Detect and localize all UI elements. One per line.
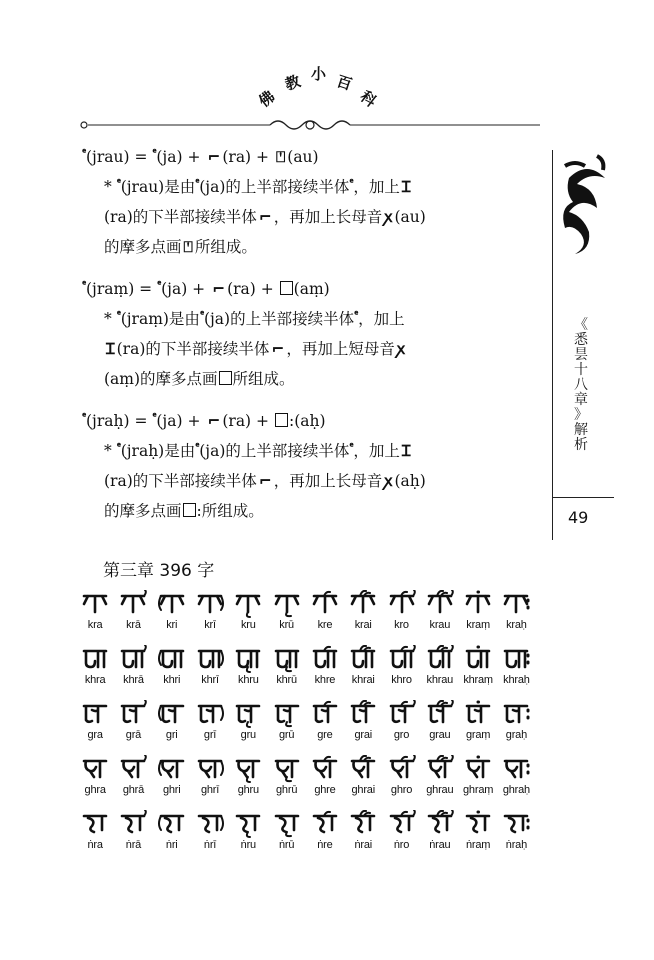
siddham-syllable-glyph	[195, 645, 225, 673]
explain-text: (jraḥ)是由	[120, 442, 196, 460]
syllable-romanization: gra	[87, 729, 103, 741]
explain-text: *	[104, 310, 117, 328]
side-running-title	[572, 318, 590, 453]
syllable-romanization: ṅre	[317, 839, 333, 851]
siddham-ah-vowel-glyph: ꭗ	[384, 472, 393, 490]
syllable-row	[76, 755, 536, 810]
siddham-syllable-glyph	[387, 590, 417, 618]
syllable-cell	[114, 810, 152, 865]
siddham-syllable-glyph	[425, 700, 455, 728]
siddham-syllable-glyph	[310, 810, 340, 838]
side-title-char: 章	[574, 392, 588, 408]
syllable-romanization: ṅrū	[278, 839, 295, 851]
side-divider-horizontal	[552, 497, 614, 498]
explain-text: (ja)的上半部接续半体	[203, 310, 355, 328]
siddham-syllable-glyph	[501, 755, 531, 783]
syllable-cell	[76, 700, 114, 755]
syllable-cell	[382, 810, 420, 865]
explain-text: 的摩多点画	[104, 238, 182, 256]
siddham-syllable-glyph	[501, 700, 531, 728]
syllable-romanization: kra	[87, 619, 103, 631]
siddham-syllable-glyph	[425, 755, 455, 783]
siddham-ra-glyph: ⌐	[271, 340, 285, 358]
syllable-romanization: kraṃ	[466, 619, 490, 631]
siddham-syllable-glyph	[118, 645, 148, 673]
siddham-syllable-glyph	[348, 755, 378, 783]
syllable-romanization: ghra	[84, 784, 106, 796]
formula-text: (jraḥ) =	[86, 412, 153, 430]
siddham-syllable-glyph	[387, 810, 417, 838]
syllable-cell	[76, 645, 114, 700]
formula-text: (ja) +	[156, 412, 206, 430]
explain-text: 的摩多点画	[104, 502, 182, 520]
syllable-cell	[497, 810, 535, 865]
explain-text: 所组成。	[194, 238, 257, 256]
syllable-cell	[459, 700, 497, 755]
siddham-syllable-glyph	[348, 645, 378, 673]
syllable-cell	[76, 590, 114, 645]
syllable-cell	[229, 700, 267, 755]
explain-text: (jraṃ)是由	[120, 310, 200, 328]
siddham-syllable-glyph	[463, 645, 493, 673]
syllable-romanization: krau	[429, 619, 451, 631]
syllable-romanization: khrū	[276, 674, 297, 686]
explain-text: (jrau)是由	[120, 178, 196, 196]
syllable-romanization: ghrau	[426, 784, 454, 796]
siddham-syllable-glyph	[387, 700, 417, 728]
syllable-romanization: ṅri	[165, 839, 178, 851]
siddham-syllable-glyph	[233, 755, 263, 783]
siddham-ra-glyph: ⌐	[258, 472, 272, 490]
placeholder-box-anusvara	[219, 371, 232, 385]
syllable-cell	[114, 590, 152, 645]
syllable-romanization: ṅrā	[125, 839, 142, 851]
siddham-syllable-glyph	[348, 810, 378, 838]
siddham-au-mark-glyph: ⍞	[183, 238, 193, 256]
siddham-syllable-glyph	[348, 590, 378, 618]
formula-text: (ra) +	[222, 412, 274, 430]
siddham-ra-glyph: ⌐	[207, 148, 221, 166]
formula-line: (jraḥ) = (ja) + ⌐ (ra) + :(aḥ)	[80, 406, 550, 436]
syllable-romanization: gri	[165, 729, 178, 741]
siddham-syllable-glyph	[310, 700, 340, 728]
siddham-syllable-glyph	[80, 590, 110, 618]
siddham-syllable-glyph	[118, 700, 148, 728]
header-ornament-rule	[80, 118, 540, 132]
explanation	[80, 304, 550, 394]
syllable-cell	[421, 590, 459, 645]
syllable-cell	[344, 590, 382, 645]
syllable-romanization: grū	[278, 729, 295, 741]
siddham-syllable-glyph	[425, 590, 455, 618]
syllable-romanization: gru	[240, 729, 256, 741]
syllable-romanization: khri	[163, 674, 181, 686]
siddham-syllable-glyph	[425, 645, 455, 673]
syllable-cell	[114, 700, 152, 755]
siddham-syllable-glyph	[80, 755, 110, 783]
siddham-syllable-glyph	[425, 810, 455, 838]
formula-text: (aḥ)	[294, 412, 326, 430]
explain-text: (ja)的上半部接续半体	[199, 442, 350, 460]
syllable-romanization: ghrā	[122, 784, 145, 796]
explain-text: 所组成。	[232, 370, 295, 388]
formula-line	[80, 142, 550, 172]
formula-line	[80, 274, 550, 304]
chapter-title: 第三章 396 字	[103, 561, 215, 581]
syllable-romanization: khraḥ	[503, 674, 530, 686]
syllable-romanization: graḥ	[505, 729, 528, 741]
explain-text: ，加上	[353, 442, 400, 460]
syllable-row	[76, 700, 536, 755]
page-header	[0, 0, 654, 135]
syllable-cell	[459, 590, 497, 645]
siddham-syllable-glyph	[272, 700, 302, 728]
syllable-romanization: ghri	[162, 784, 181, 796]
side-title-char: 八	[574, 377, 588, 393]
explain-text: *	[104, 178, 117, 196]
syllable-cell	[267, 645, 305, 700]
syllable-cell	[382, 700, 420, 755]
explain-text: (aḥ)	[394, 472, 426, 490]
siddham-syllable-glyph	[463, 810, 493, 838]
syllable-cell	[191, 700, 229, 755]
siddham-au-mark-glyph: ⍞	[275, 148, 286, 166]
syllable-cell	[344, 700, 382, 755]
syllable-cell	[229, 645, 267, 700]
syllable-romanization: grau	[429, 729, 451, 741]
syllable-romanization: kro	[394, 619, 409, 631]
syllable-romanization: khrai	[351, 674, 375, 686]
siddham-syllable-glyph	[195, 755, 225, 783]
syllable-romanization: ṅra	[87, 839, 103, 851]
placeholder-box-visarga	[275, 413, 288, 427]
siddham-syllable-glyph	[80, 810, 110, 838]
siddham-syllable-glyph	[272, 645, 302, 673]
syllable-romanization: ṅraṃ	[465, 839, 491, 851]
syllable-cell	[382, 645, 420, 700]
syllable-cell	[459, 810, 497, 865]
siddham-syllable-glyph	[157, 590, 187, 618]
formula-text: (jrau) =	[86, 148, 153, 166]
formula-text: (aṃ)	[293, 280, 330, 298]
side-title-char: 昙	[574, 347, 588, 363]
syllable-romanization: ghrū	[276, 784, 298, 796]
syllable-cell	[421, 700, 459, 755]
side-title-char: 析	[574, 437, 588, 453]
syllable-romanization: grī	[203, 729, 217, 741]
explain-text: ，再加上长母音	[273, 472, 383, 490]
syllable-cell	[191, 755, 229, 810]
syllable-romanization: khrī	[201, 674, 219, 686]
syllable-cell	[267, 590, 305, 645]
explain-text: 所组成。	[201, 502, 264, 520]
syllable-cell	[267, 810, 305, 865]
explain-text: ，再加上长母音	[273, 208, 383, 226]
syllable-row	[76, 645, 536, 700]
syllable-romanization: grai	[354, 729, 372, 741]
explanation	[80, 172, 550, 262]
header-char: 佛	[255, 87, 279, 111]
siddham-ra-glyph: ⌐	[258, 208, 272, 226]
siddham-syllable-glyph	[463, 755, 493, 783]
syllable-cell	[344, 755, 382, 810]
siddham-syllable-glyph	[157, 700, 187, 728]
siddham-syllable-glyph	[387, 645, 417, 673]
side-title-char: 》	[574, 407, 588, 423]
syllable-cell	[76, 810, 114, 865]
syllable-cell	[153, 590, 191, 645]
syllable-romanization: ṅrai	[354, 839, 372, 851]
syllable-cell	[497, 645, 535, 700]
placeholder-box-anusvara	[280, 281, 293, 295]
siddham-syllable-glyph	[233, 590, 263, 618]
siddham-ra-full-glyph: Ɪ	[401, 442, 411, 460]
siddham-syllable-glyph	[463, 700, 493, 728]
syllable-cell	[267, 755, 305, 810]
syllable-cell	[421, 810, 459, 865]
explain-text: (ja)的上半部接续半体	[199, 178, 350, 196]
header-char: 教	[282, 72, 303, 94]
syllable-romanization: ghru	[237, 784, 259, 796]
explain-text: ，加上	[353, 178, 400, 196]
syllable-romanization: khre	[314, 674, 336, 686]
side-title-char: 解	[574, 422, 588, 438]
siddham-ra-glyph: ⌐	[212, 280, 226, 298]
siddham-ra-full-glyph: Ɪ	[106, 340, 115, 358]
syllable-cell	[306, 810, 344, 865]
formula-text: (ja) +	[156, 148, 206, 166]
syllable-romanization: krai	[354, 619, 372, 631]
syllable-romanization: ghre	[314, 784, 336, 796]
siddham-syllable-glyph	[195, 700, 225, 728]
header-char: 百	[334, 72, 355, 94]
siddham-syllable-glyph	[501, 590, 531, 618]
syllable-romanization: ghrī	[200, 784, 220, 796]
syllable-romanization: khrā	[123, 674, 144, 686]
syllable-cell	[306, 755, 344, 810]
syllable-romanization: kraḥ	[506, 619, 527, 631]
syllable-cell	[306, 590, 344, 645]
syllable-cell	[421, 755, 459, 810]
syllable-cell	[382, 590, 420, 645]
syllable-cell	[76, 755, 114, 810]
syllable-cell	[114, 645, 152, 700]
siddham-syllable-glyph	[272, 810, 302, 838]
siddham-syllable-glyph	[80, 700, 110, 728]
syllable-romanization: kri	[166, 619, 178, 631]
header-char: 科	[356, 87, 380, 111]
syllable-romanization: krā	[126, 619, 141, 631]
syllable-cell	[229, 810, 267, 865]
explanation: * (jraḥ)是由 (ja)的上半部接续半体 ，加上 Ɪ (ra)的下半部接续半体 ⌐ ，再加上长母音 ꭗ (aḥ) 的摩多点画 :所组成。	[80, 436, 550, 526]
syllable-romanization: ghraṃ	[463, 784, 494, 796]
syllable-romanization: krū	[279, 619, 294, 631]
syllable-cell	[114, 755, 152, 810]
siddham-am-vowel-glyph: ꭗ	[396, 340, 406, 358]
syllable-romanization: gre	[317, 729, 333, 741]
siddham-syllable-glyph	[310, 755, 340, 783]
syllable-romanization: ṅru	[240, 839, 256, 851]
syllable-cell	[497, 590, 535, 645]
siddham-syllable-glyph	[272, 590, 302, 618]
placeholder-box-visarga	[183, 503, 196, 517]
syllable-romanization: ṅraḥ	[505, 839, 528, 851]
syllable-romanization: krī	[204, 619, 216, 631]
syllable-romanization: ṅrī	[203, 839, 217, 851]
siddham-ra-full-glyph: Ɪ	[401, 178, 411, 196]
syllable-romanization: gro	[393, 729, 410, 741]
syllable-romanization: khraṃ	[463, 674, 493, 686]
syllable-cell	[306, 645, 344, 700]
syllable-romanization: ghro	[390, 784, 413, 796]
syllable-cell	[382, 755, 420, 810]
siddham-syllable-glyph	[463, 590, 493, 618]
explain-text: (ra)的下半部接续半体	[104, 472, 257, 490]
siddham-syllable-glyph	[348, 700, 378, 728]
syllable-romanization: kre	[317, 619, 333, 631]
siddham-syllable-glyph	[157, 755, 187, 783]
siddham-syllable-glyph	[387, 755, 417, 783]
siddham-syllable-glyph	[118, 590, 148, 618]
siddham-syllable-glyph	[501, 810, 531, 838]
side-title-char: 十	[574, 362, 588, 378]
siddham-syllable-glyph	[157, 645, 187, 673]
syllable-romanization: khro	[391, 674, 412, 686]
syllable-cell	[153, 755, 191, 810]
side-title-char: 悉	[574, 332, 588, 348]
syllable-cell	[306, 700, 344, 755]
siddham-syllable-glyph	[310, 645, 340, 673]
syllable-cell	[153, 700, 191, 755]
syllable-cell	[344, 645, 382, 700]
syllable-romanization: graṃ	[465, 729, 491, 741]
entry-jrah	[80, 406, 550, 526]
syllable-romanization: ṅrau	[429, 839, 451, 851]
formula-text: (ra) +	[222, 148, 274, 166]
siddham-syllable-glyph	[80, 645, 110, 673]
siddham-jrau-large-glyph	[557, 150, 613, 260]
formula-text: (ra) +	[227, 280, 279, 298]
syllable-cell	[191, 590, 229, 645]
siddham-syllable-glyph	[157, 810, 187, 838]
siddham-syllable-glyph	[233, 645, 263, 673]
syllable-romanization: ghrai	[351, 784, 375, 796]
siddham-syllable-glyph	[118, 810, 148, 838]
page-number: 49	[568, 508, 589, 527]
syllable-cell	[229, 590, 267, 645]
explain-text: *	[104, 442, 117, 460]
siddham-au-vowel-glyph: ꭗ	[384, 208, 393, 226]
entry-jram	[80, 274, 550, 394]
syllable-row	[76, 590, 536, 645]
siddham-syllable-glyph	[195, 810, 225, 838]
syllable-row	[76, 810, 536, 865]
side-title-char: 《	[574, 317, 588, 333]
siddham-syllable-glyph	[195, 590, 225, 618]
header-char: 小	[311, 65, 327, 83]
siddham-syllable-glyph	[310, 590, 340, 618]
siddham-syllable-glyph	[272, 755, 302, 783]
syllable-romanization: ghraḥ	[502, 784, 530, 796]
syllable-cell	[421, 645, 459, 700]
formula-text: (ja) +	[161, 280, 211, 298]
syllable-cell	[153, 810, 191, 865]
siddham-syllable-glyph	[118, 755, 148, 783]
syllable-cell	[344, 810, 382, 865]
formula-text: (au)	[287, 148, 319, 166]
syllable-romanization: grā	[125, 729, 142, 741]
header-title	[255, 60, 385, 110]
siddham-syllable-glyph	[501, 645, 531, 673]
siddham-syllable-glyph	[233, 700, 263, 728]
syllable-romanization: ṅro	[393, 839, 410, 851]
syllable-cell	[497, 700, 535, 755]
syllable-romanization: khru	[238, 674, 259, 686]
explain-text: ，加上	[358, 310, 405, 328]
syllable-romanization: kru	[240, 619, 256, 631]
explain-text: (ra)的下半部接续半体	[104, 208, 257, 226]
siddham-syllable-glyph	[233, 810, 263, 838]
syllable-cell	[267, 700, 305, 755]
explain-text: (ra)的下半部接续半体	[116, 340, 270, 358]
syllable-cell	[191, 645, 229, 700]
entry-jrau	[80, 142, 550, 262]
side-divider-vertical	[552, 150, 553, 540]
syllable-cell	[459, 645, 497, 700]
siddham-ra-glyph: ⌐	[207, 412, 221, 430]
syllable-romanization: khrau	[426, 674, 454, 686]
syllable-cell	[229, 755, 267, 810]
syllable-cell	[191, 810, 229, 865]
explain-text: (aṃ)的摩多点画	[104, 370, 218, 388]
formula-text: (jraṃ) =	[86, 280, 158, 298]
syllable-cell	[153, 645, 191, 700]
syllable-cell	[497, 755, 535, 810]
explain-text: ，再加上短母音	[286, 340, 395, 358]
syllable-table	[76, 590, 536, 865]
explain-text: (au)	[394, 208, 426, 226]
syllable-romanization: khra	[84, 674, 106, 686]
syllable-cell	[459, 755, 497, 810]
